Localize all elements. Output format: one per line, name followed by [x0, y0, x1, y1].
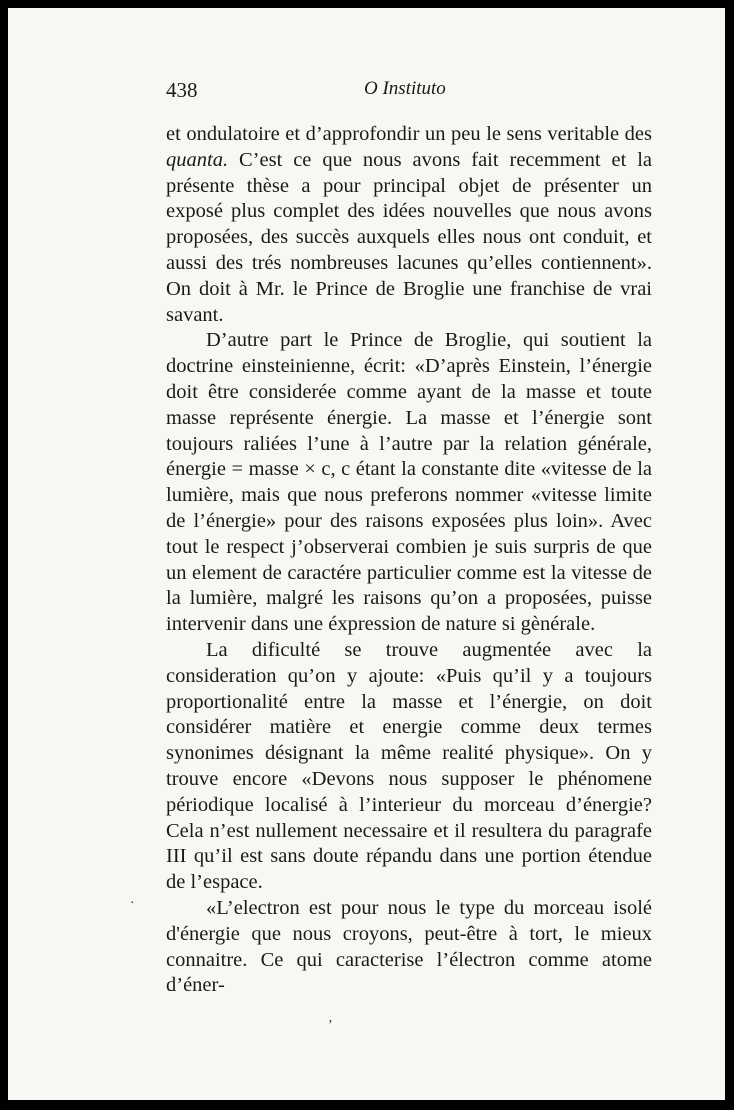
running-title: O Instituto — [364, 78, 446, 99]
speck-mark: · — [130, 896, 135, 911]
body-text — [166, 122, 652, 999]
paragraph-2: D’autre part le Prince de Broglie, qui soutient la doctrine einsteinienne, écrit: «D’après Einstein, l’énergie doit être considerée comme ayant de la masse et toute masse représente énergie. La masse et l’énergie sont toujours raliées l’une à l’autre par la relation générale, énergie = masse × c, c étant la constante dite «vitesse de la lumière, mais que nous preferons nommer «vitesse limite de l’énergie» pour des raisons exposées plus loin». Avec tout le respect j’observerai combien je suis surpris de que un element de caractére particulier comme est la vitesse de la lumière, malgré les raisons qu’on a proposées, puisse intervenir dans une éxpression de nature si gènérale. — [166, 329, 652, 636]
paragraph-4: «L’electron est pour nous le type du morceau isolé d'énergie que nous croyons, peut-être à tort, le mieux connaitre. Ce qui caracterise l’électron comme atome d’éner- — [166, 896, 652, 997]
speck-mark: ʼ — [328, 1018, 333, 1033]
paragraph-3: La dificulté se trouve augmentée avec la consideration qu’on y ajoute: «Puis qu’il y a toujours proportionalité entre la masse et l’énergie, on doit considérer matière et energie comme deux termes synonimes désignant la même realité physique». On y trouve encore «Devons nous supposer le phénomene périodique localisé à l’interieur du morceau d’énergie? Cela n’est nullement necessaire et il resultera du paragrafe III qu’il est sans doute répandu dans une portion étendue de l’espace. — [166, 638, 652, 894]
paragraph-1 — [166, 122, 652, 328]
page-number: 438 — [166, 78, 198, 102]
paragraph-1-text-after: C’est ce que nous avons fait recemment et la présente thèse a pour principal objet de présenter un exposé plus complet des idées nouvelles que nous avons proposées, des succès auxquels elles nous ont conduit, et aussi des trés nombreuses lacunes qu’elles contiennent». On doit à Mr. le Prince de Broglie une franchise de vrai savant. — [166, 148, 652, 326]
document-page — [8, 8, 725, 1100]
paragraph-1-emphasis: quanta. — [166, 148, 229, 171]
page-header — [166, 78, 656, 108]
paragraph-1-text: et ondulatoire et d’approfondir un peu le sens veritable des — [166, 123, 652, 145]
